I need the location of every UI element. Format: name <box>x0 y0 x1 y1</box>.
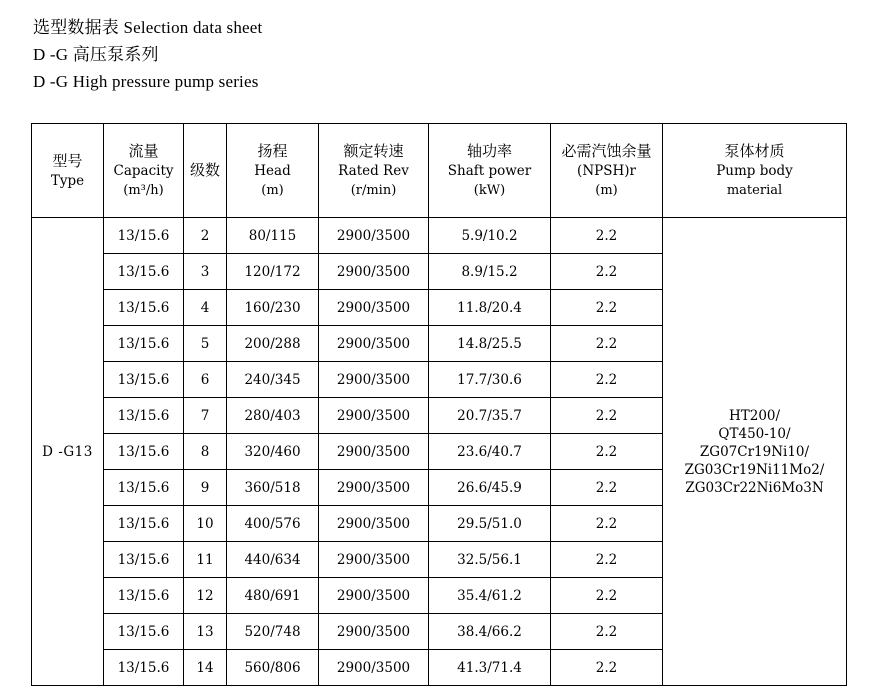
table-row <box>32 218 847 254</box>
cell-capacity: 13/15.6 <box>104 578 184 614</box>
cell-rev: 2900/3500 <box>319 650 429 686</box>
header-capacity-unit: (m³/h) <box>123 183 164 198</box>
cell-power: 38.4/66.2 <box>429 614 551 650</box>
cell-head: 280/403 <box>227 398 319 434</box>
cell-npsh: 2.2 <box>551 578 663 614</box>
header-material-en: Pump body <box>716 163 793 179</box>
header-npsh-cn: 必需汽蚀余量 <box>561 142 652 160</box>
cell-head: 480/691 <box>227 578 319 614</box>
cell-stages: 9 <box>184 470 227 506</box>
header-type-cn: 型号 <box>52 151 83 170</box>
cell-npsh: 2.2 <box>551 506 663 542</box>
cell-rev: 2900/3500 <box>319 434 429 470</box>
table-body <box>32 218 847 686</box>
header-shaft-power-cn: 轴功率 <box>466 142 512 160</box>
material-line: HT200/ <box>728 407 781 424</box>
cell-rev: 2900/3500 <box>319 398 429 434</box>
cell-stages: 11 <box>184 542 227 578</box>
cell-stages: 5 <box>184 326 227 362</box>
heading-line-2: D -G 高压泵系列 <box>33 45 159 64</box>
cell-power: 11.8/20.4 <box>429 290 551 326</box>
cell-power: 32.5/56.1 <box>429 542 551 578</box>
cell-power: 5.9/10.2 <box>429 218 551 254</box>
cell-npsh: 2.2 <box>551 362 663 398</box>
cell-npsh: 2.2 <box>551 470 663 506</box>
cell-head: 320/460 <box>227 434 319 470</box>
header-stages-cn: 级数 <box>189 161 220 179</box>
material-line: ZG07Cr19Ni10/ <box>699 443 810 460</box>
cell-rev: 2900/3500 <box>319 470 429 506</box>
cell-capacity: 13/15.6 <box>104 542 184 578</box>
cell-npsh: 2.2 <box>551 218 663 254</box>
cell-head: 520/748 <box>227 614 319 650</box>
cell-power: 23.6/40.7 <box>429 434 551 470</box>
cell-capacity: 13/15.6 <box>104 290 184 326</box>
cell-head: 560/806 <box>227 650 319 686</box>
cell-head: 200/288 <box>227 326 319 362</box>
cell-head: 80/115 <box>227 218 319 254</box>
cell-capacity: 13/15.6 <box>104 398 184 434</box>
cell-power: 8.9/15.2 <box>429 254 551 290</box>
header-type <box>32 124 104 218</box>
header-shaft-power-en: Shaft power <box>447 163 532 179</box>
header-capacity <box>104 124 184 218</box>
cell-stages: 4 <box>184 290 227 326</box>
cell-stages: 12 <box>184 578 227 614</box>
cell-type: D -G13 <box>32 218 104 686</box>
header-shaft-power-unit: (kW) <box>473 183 506 198</box>
cell-capacity: 13/15.6 <box>104 506 184 542</box>
cell-power: 29.5/51.0 <box>429 506 551 542</box>
heading-line-1: 选型数据表 Selection data sheet <box>33 18 263 37</box>
header-npsh-en: (NPSH)r <box>577 163 636 179</box>
cell-rev: 2900/3500 <box>319 578 429 614</box>
cell-rev: 2900/3500 <box>319 362 429 398</box>
cell-stages: 7 <box>184 398 227 434</box>
cell-head: 440/634 <box>227 542 319 578</box>
header-stages <box>184 124 227 218</box>
document-heading <box>33 14 733 95</box>
cell-capacity: 13/15.6 <box>104 254 184 290</box>
selection-data-table <box>31 123 847 686</box>
cell-stages: 3 <box>184 254 227 290</box>
header-material-cn: 泵体材质 <box>724 142 785 160</box>
cell-head: 400/576 <box>227 506 319 542</box>
header-capacity-en: Capacity <box>113 163 174 179</box>
cell-head: 160/230 <box>227 290 319 326</box>
header-head-en: Head <box>254 163 291 179</box>
cell-npsh: 2.2 <box>551 254 663 290</box>
material-line: ZG03Cr22Ni6Mo3N <box>685 479 824 496</box>
header-rated-rev-en: Rated Rev <box>338 163 409 179</box>
cell-stages: 13 <box>184 614 227 650</box>
cell-power: 14.8/25.5 <box>429 326 551 362</box>
cell-capacity: 13/15.6 <box>104 218 184 254</box>
header-npsh-unit: (m) <box>595 183 618 198</box>
cell-stages: 2 <box>184 218 227 254</box>
cell-npsh: 2.2 <box>551 650 663 686</box>
cell-capacity: 13/15.6 <box>104 326 184 362</box>
heading-line-3: D -G High pressure pump series <box>33 72 259 91</box>
cell-capacity: 13/15.6 <box>104 650 184 686</box>
cell-material <box>663 218 847 686</box>
cell-npsh: 2.2 <box>551 290 663 326</box>
cell-power: 17.7/30.6 <box>429 362 551 398</box>
header-material-unit: material <box>726 183 783 198</box>
header-capacity-cn: 流量 <box>128 142 159 160</box>
cell-npsh: 2.2 <box>551 398 663 434</box>
cell-npsh: 2.2 <box>551 326 663 362</box>
cell-head: 240/345 <box>227 362 319 398</box>
cell-rev: 2900/3500 <box>319 290 429 326</box>
cell-capacity: 13/15.6 <box>104 434 184 470</box>
header-npsh <box>551 124 663 218</box>
cell-stages: 8 <box>184 434 227 470</box>
header-type-en: Type <box>50 172 85 189</box>
header-rated-rev-cn: 额定转速 <box>343 142 404 160</box>
cell-rev: 2900/3500 <box>319 614 429 650</box>
cell-npsh: 2.2 <box>551 614 663 650</box>
cell-head: 360/518 <box>227 470 319 506</box>
cell-rev: 2900/3500 <box>319 542 429 578</box>
table-header-row <box>32 124 847 218</box>
cell-capacity: 13/15.6 <box>104 362 184 398</box>
cell-stages: 14 <box>184 650 227 686</box>
material-line: ZG03Cr19Ni11Mo2/ <box>684 461 825 478</box>
header-head <box>227 124 319 218</box>
cell-rev: 2900/3500 <box>319 218 429 254</box>
cell-rev: 2900/3500 <box>319 254 429 290</box>
header-head-cn: 扬程 <box>257 142 288 160</box>
cell-stages: 6 <box>184 362 227 398</box>
cell-rev: 2900/3500 <box>319 506 429 542</box>
cell-capacity: 13/15.6 <box>104 470 184 506</box>
header-material <box>663 124 847 218</box>
cell-head: 120/172 <box>227 254 319 290</box>
cell-capacity: 13/15.6 <box>104 614 184 650</box>
header-rated-rev-unit: (r/min) <box>350 183 397 198</box>
header-head-unit: (m) <box>261 183 284 198</box>
cell-npsh: 2.2 <box>551 434 663 470</box>
cell-stages: 10 <box>184 506 227 542</box>
header-shaft-power <box>429 124 551 218</box>
cell-rev: 2900/3500 <box>319 326 429 362</box>
cell-power: 35.4/61.2 <box>429 578 551 614</box>
cell-power: 26.6/45.9 <box>429 470 551 506</box>
header-rated-rev <box>319 124 429 218</box>
cell-power: 41.3/71.4 <box>429 650 551 686</box>
cell-npsh: 2.2 <box>551 542 663 578</box>
cell-power: 20.7/35.7 <box>429 398 551 434</box>
material-line: QT450-10/ <box>718 425 791 442</box>
